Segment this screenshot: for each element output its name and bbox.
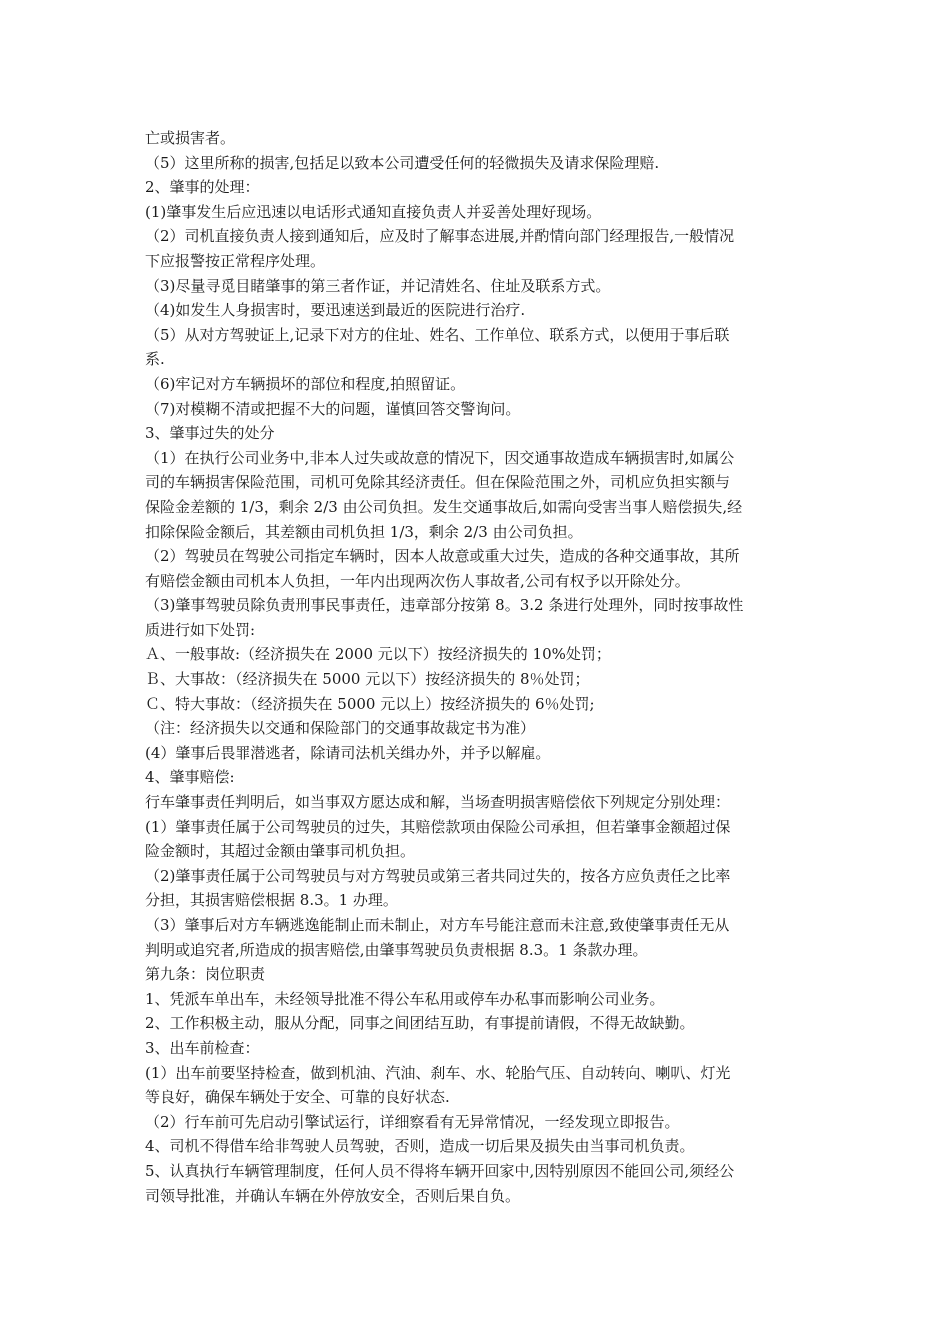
text-line: Ｃ、特大事故：（经济损失在 5000 元以上）按经济损失的 6％处罚; bbox=[145, 694, 595, 713]
document-body bbox=[145, 126, 813, 1208]
text-line: 判明或追究者,所造成的损害赔偿,由肇事驾驶员负责根据 8.3。1 条款办理。 bbox=[145, 940, 648, 959]
text-line: 质进行如下处罚: bbox=[145, 620, 256, 639]
text-line: (1）出车前要坚持检查，做到机油、汽油、刹车、水、轮胎气压、自动转向、喇叭、灯光 bbox=[145, 1063, 731, 1082]
text-line: 扣除保险金额后，其差额由司机负担 1/3，剩余 2/3 由公司负担。 bbox=[145, 522, 583, 541]
text-line: （2）司机直接负责人接到通知后，应及时了解事态进展,并酌情向部门经理报告,一般情况 bbox=[145, 227, 735, 246]
text-line: 行车肇事责任判明后，如当事双方愿达成和解，当场查明损害赔偿依下列规定分别处理： bbox=[145, 793, 731, 812]
text-line: 分担，其损害赔偿根据 8.3。1 办理。 bbox=[145, 891, 398, 910]
text-line: 3、出车前检查： bbox=[145, 1038, 260, 1057]
text-line: （2）驾驶员在驾驶公司指定车辆时，因本人故意或重大过失，造成的各种交通事故，其所 bbox=[145, 547, 740, 566]
text-line: 司的车辆损害保险范围，司机可免除其经济责任。但在保险范围之外，司机应负担实额与 bbox=[145, 473, 731, 492]
text-line: 5、认真执行车辆管理制度，任何人员不得将车辆开回家中,因特别原因不能回公司,须经公 bbox=[145, 1161, 735, 1180]
text-line: 4、司机不得借车给非驾驶人员驾驶，否则，造成一切后果及损失由当事司机负责。 bbox=[145, 1137, 695, 1156]
text-line: （3)肇事驾驶员除负责刑事民事责任，违章部分按第 8。3.2 条进行处理外，同时按事故性 bbox=[145, 596, 744, 615]
text-line: 4、肇事赔偿: bbox=[145, 768, 235, 787]
text-line: 3、肇事过失的处分 bbox=[145, 424, 275, 443]
text-line: （2)肇事责任属于公司驾驶员与对方驾驶员或第三者共同过失的，按各方应负责任之比率 bbox=[145, 866, 731, 885]
text-line: 2、工作积极主动，服从分配，同事之间团结互助，有事提前请假，不得无故缺勤。 bbox=[145, 1014, 695, 1033]
text-line: 险金额时，其超过金额由肇事司机负担。 bbox=[145, 842, 416, 861]
text-line: 系. bbox=[145, 350, 165, 369]
text-line: （2）行车前可先启动引擎试运行，详细察看有无异常情况，一经发现立即报告。 bbox=[145, 1112, 680, 1131]
text-line: (1）肇事责任属于公司驾驶员的过失，其赔偿款项由保险公司承担，但若肇事金额超过保 bbox=[145, 817, 731, 836]
text-line: 保险金差额的 1/3，剩余 2/3 由公司负担。发生交通事故后,如需向受害当事人赔偿损失,经 bbox=[145, 497, 743, 516]
text-line: （5）这里所称的损害,包括足以致本公司遭受任何的轻微损失及请求保险理赔. bbox=[145, 153, 660, 172]
text-line: 有赔偿金额由司机本人负担，一年内出现两次伤人事故者,公司有权予以开除处分。 bbox=[145, 571, 690, 590]
text-line: 1、凭派车单出车，未经领导批准不得公车私用或停车办私事而影响公司业务。 bbox=[145, 989, 665, 1008]
text-line: 第九条：岗位职责 bbox=[145, 965, 266, 984]
text-line: 等良好，确保车辆处于安全、可靠的良好状态. bbox=[145, 1088, 450, 1107]
text-line: （5）从对方驾驶证上,记录下对方的住址、姓名、工作单位、联系方式，以便用于事后联 bbox=[145, 325, 730, 344]
text-line: （3）肇事后对方车辆逃逸能制止而未制止，对方车号能注意而未注意,致使肇事责任无从 bbox=[145, 916, 730, 934]
text-line: （6)牢记对方车辆损坏的部位和程度,拍照留证。 bbox=[145, 374, 466, 393]
text-line: Ａ、一般事故:（经济损失在 2000 元以下）按经济损失的 10%处罚； bbox=[145, 645, 611, 664]
text-line: （注：经济损失以交通和保险部门的交通事故裁定书为准） bbox=[145, 719, 536, 738]
text-line: Ｂ、大事故：（经济损失在 5000 元以下）按经济损失的 8％处罚； bbox=[145, 670, 590, 689]
text-line: 亡或损害者。 bbox=[145, 129, 236, 147]
text-line: 司领导批准，并确认车辆在外停放安全，否则后果自负。 bbox=[145, 1186, 521, 1205]
text-line: 下应报警按正常程序处理。 bbox=[145, 251, 326, 270]
text-line: （3)尽量寻觅目睹肇事的第三者作证，并记清姓名、住址及联系方式。 bbox=[145, 276, 611, 295]
text-line: （4)如发生人身损害时，要迅速送到最近的医院进行治疗. bbox=[145, 301, 526, 320]
text-line: (4）肇事后畏罪潜逃者，除请司法机关缉办外，并予以解雇。 bbox=[145, 743, 551, 762]
text-line: 2、肇事的处理： bbox=[145, 178, 260, 197]
text-line: （7)对模糊不清或把握不大的问题，谨慎回答交警询问。 bbox=[145, 399, 521, 418]
text-line: (1)肇事发生后应迅速以电话形式通知直接负责人并妥善处理好现场。 bbox=[145, 202, 602, 221]
text-line: （1）在执行公司业务中,非本人过失或故意的情况下，因交通事故造成车辆损害时,如属公 bbox=[145, 448, 735, 467]
